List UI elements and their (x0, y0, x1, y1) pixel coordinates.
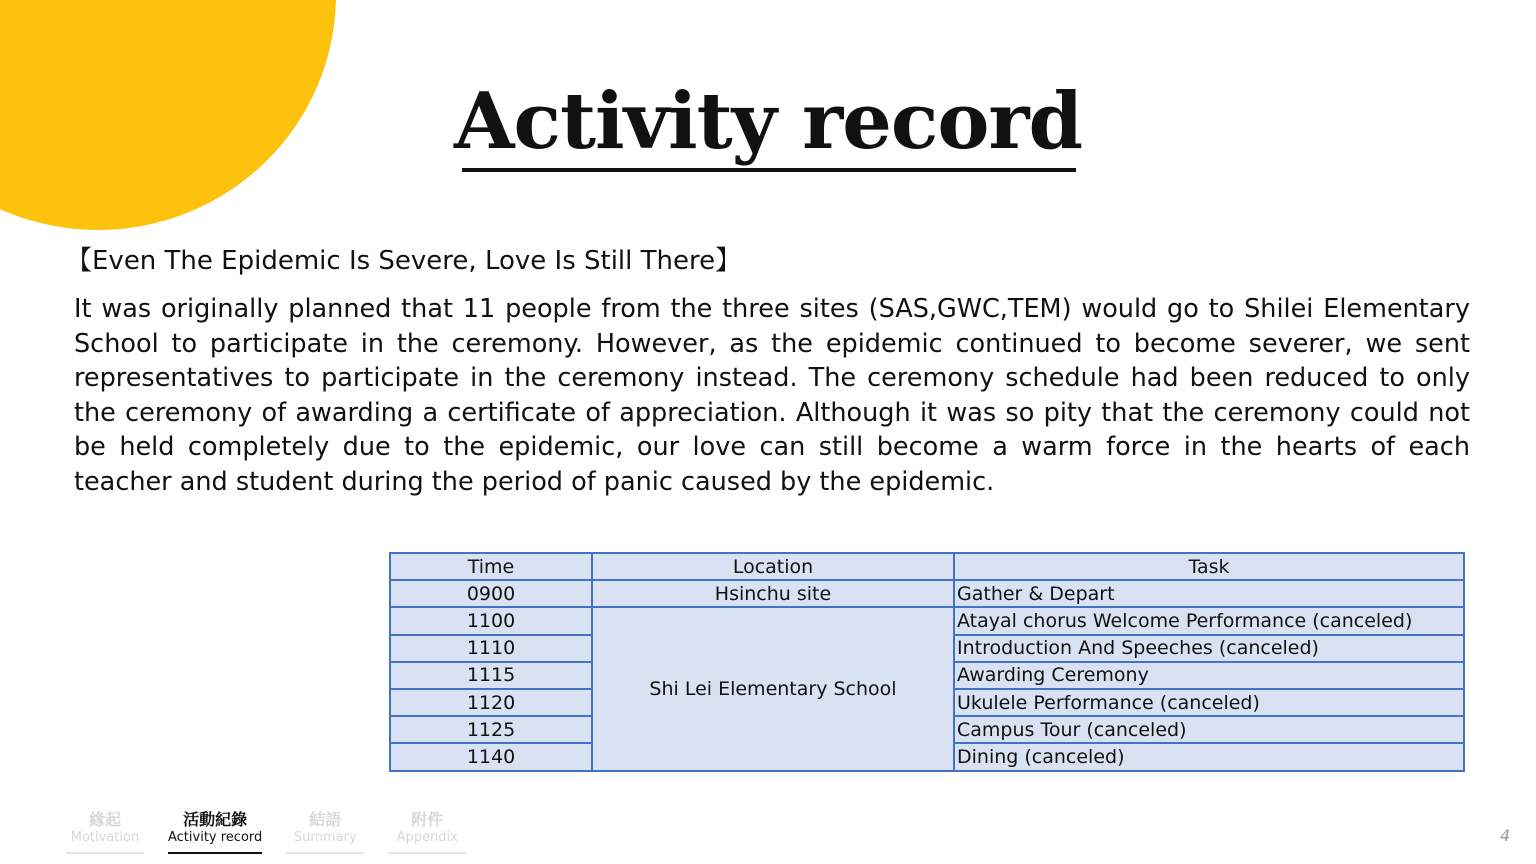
location-cell: Hsinchu site (592, 580, 954, 607)
table-row (390, 607, 1464, 634)
location-cell-merged: Shi Lei Elementary School (592, 607, 954, 770)
task-cell: Campus Tour (canceled) (954, 716, 1464, 743)
task-cell: Awarding Ceremony (954, 662, 1464, 689)
schedule-table (389, 552, 1465, 772)
task-cell: Gather & Depart (954, 580, 1464, 607)
nav-item-en-label: Appendix (396, 830, 458, 845)
header-time: Time (390, 553, 592, 580)
title-underline (462, 168, 1076, 172)
time-cell: 1125 (390, 716, 592, 743)
table-row (390, 580, 1464, 607)
section-heading: 【Even The Epidemic Is Severe, Love Is Still There】 (66, 246, 742, 276)
header-task: Task (954, 553, 1464, 580)
table-header-row (390, 553, 1464, 580)
nav-item-zh-label: 附件 (411, 810, 444, 829)
nav-item-appendix[interactable] (388, 810, 466, 854)
nav-item-en-label: Motivation (70, 830, 140, 845)
time-cell: 1115 (390, 662, 592, 689)
nav-item-summary[interactable] (286, 810, 364, 854)
nav-item-zh-label: 結語 (309, 810, 342, 829)
task-cell: Dining (canceled) (954, 743, 1464, 770)
time-cell: 1100 (390, 607, 592, 634)
nav-item-activity-record[interactable] (168, 810, 262, 854)
nav-item-en-label: Summary (293, 830, 357, 845)
nav-item-zh-label: 緣起 (88, 810, 121, 829)
nav-item-en-label: Activity record (168, 830, 263, 845)
task-cell: Ukulele Performance (canceled) (954, 689, 1464, 716)
body-paragraph: It was originally planned that 11 people from the three sites (SAS,GWC,TEM) would go to Shilei Elementary School to participate in the ceremony. However, as the epidemic continued to become severer, we sent representatives to participate in the ceremony instead. The ceremony schedule had been reduced to only the ceremony of awarding a certificate of appreciation. Although it was so pity that the ceremony could not be held completely due to the epidemic, our love can still become a warm force in the hearts of each teacher and student during the period of panic caused by the epidemic. (74, 294, 1470, 497)
time-cell: 0900 (390, 580, 592, 607)
header-location: Location (592, 553, 954, 580)
time-cell: 1120 (390, 689, 592, 716)
task-cell: Introduction And Speeches (canceled) (954, 635, 1464, 662)
task-cell: Atayal chorus Welcome Performance (canceled) (954, 607, 1464, 634)
section-nav (66, 810, 466, 854)
nav-item-motivation[interactable] (66, 810, 144, 854)
page-title: Activity record (453, 76, 1082, 167)
page-number: 4 (1500, 826, 1511, 845)
time-cell: 1110 (390, 635, 592, 662)
nav-item-zh-label: 活動紀錄 (183, 810, 248, 829)
time-cell: 1140 (390, 743, 592, 770)
